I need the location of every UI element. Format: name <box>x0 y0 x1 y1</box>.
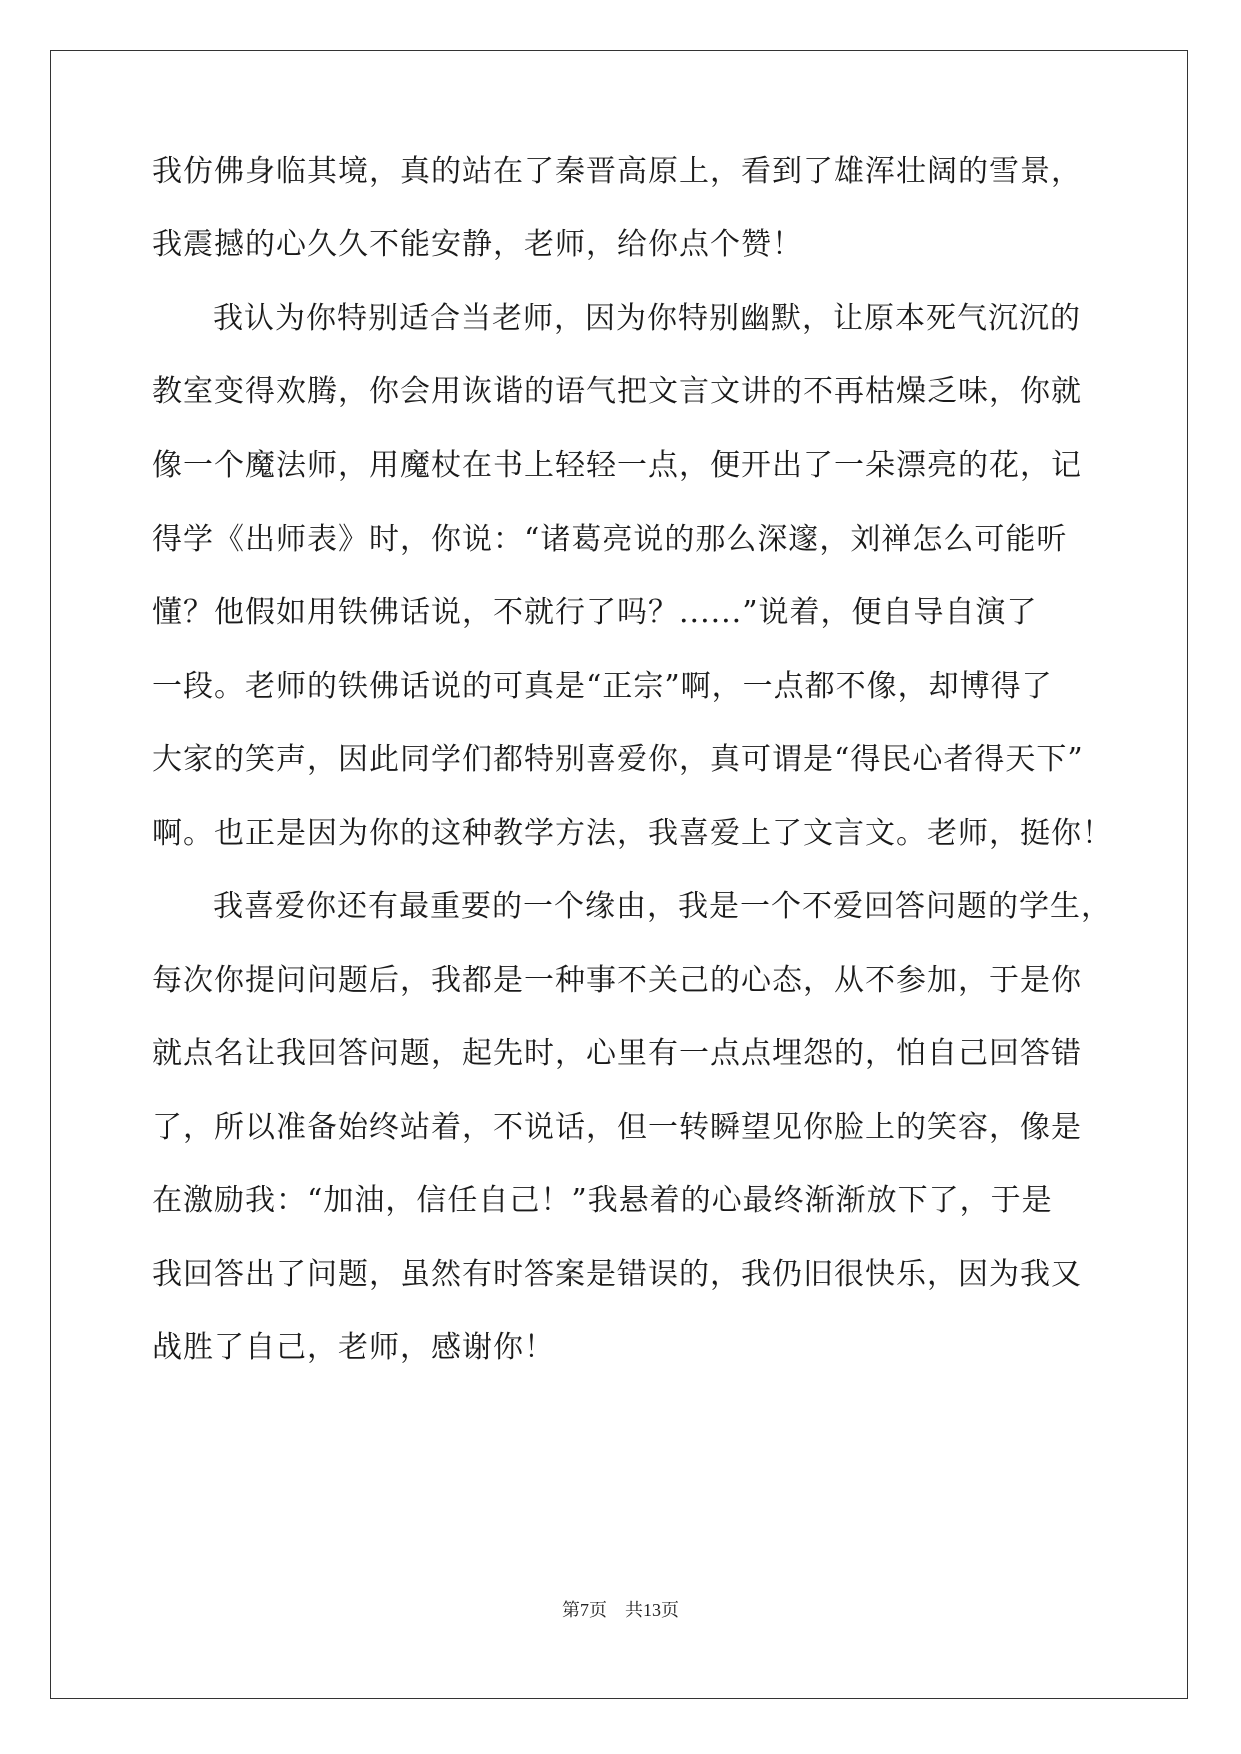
text-line: 像一个魔法师，用魔杖在书上轻轻一点，便开出了一朵漂亮的花，记 <box>152 448 1082 483</box>
text-line: 在激励我：“加油，信任自己！”我悬着的心最终渐渐放下了，于是 <box>152 1183 1053 1218</box>
page-border <box>50 50 1188 1699</box>
text-line: 每次你提问问题后，我都是一种事不关己的心态，从不参加，于是你 <box>152 963 1082 998</box>
text-line: 大家的笑声，因此同学们都特别喜爱你，真可谓是“得民心者得天下” <box>152 742 1084 777</box>
text-line: 懂？他假如用铁佛话说，不就行了吗？......”说着，便自导自演了 <box>152 595 1038 630</box>
text-line: 了，所以准备始终站着，不说话，但一转瞬望见你脸上的笑容，像是 <box>152 1110 1082 1145</box>
text-line: 就点名让我回答问题，起先时，心里有一点点埋怨的，怕自己回答错 <box>152 1036 1082 1071</box>
text-line: 我喜爱你还有最重要的一个缘由，我是一个不爱回答问题的学生， <box>213 889 1112 924</box>
text-line: 一段。老师的铁佛话说的可真是“正宗”啊，一点都不像，却博得了 <box>152 669 1053 704</box>
text-line: 我震撼的心久久不能安静，老师，给你点个赞！ <box>152 227 803 262</box>
text-line: 教室变得欢腾，你会用诙谐的语气把文言文讲的不再枯燥乏味，你就 <box>152 374 1082 409</box>
text-line: 战胜了自己，老师，感谢你！ <box>152 1330 555 1365</box>
text-line: 我认为你特别适合当老师，因为你特别幽默，让原本死气沉沉的 <box>213 301 1081 336</box>
text-line: 得学《出师表》时，你说：“诸葛亮说的那么深邃，刘禅怎么可能听 <box>152 522 1068 557</box>
page-number-footer: 第7页 共13页 <box>562 1600 679 1620</box>
text-line: 我仿佛身临其境，真的站在了秦晋高原上，看到了雄浑壮阔的雪景， <box>152 154 1082 189</box>
text-line: 啊。也正是因为你的这种教学方法，我喜爱上了文言文。老师，挺你！ <box>152 816 1113 851</box>
text-line: 我回答出了问题，虽然有时答案是错误的，我仍旧很快乐，因为我又 <box>152 1257 1082 1292</box>
